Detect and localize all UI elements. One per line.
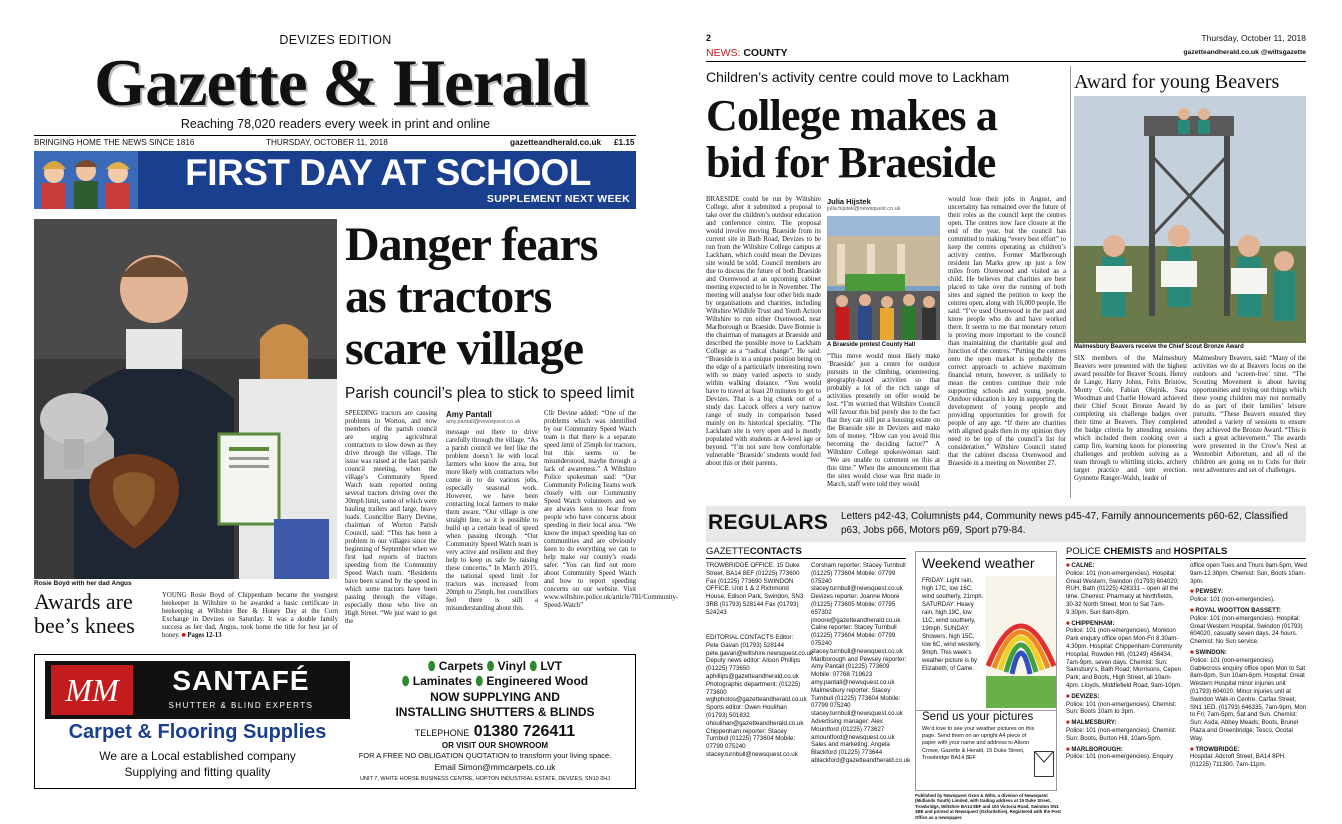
lead-col-1: SPEEDING tractors are causing problems in Worton, and now members of the parish council are urging agricultural contractors to slow down as they drive through the village. The issue was raised at the last parish council meeting, when the village’s Community Speed Watch team reported noting several tractors driving over the 30mph limit, some of which were hauling trailers and large, heavy loads. Councillor Barry Devine, chairman of Worton Parish Council, said: “This has been a problem in our villages since the beginning of September when we first had reports of tractors speeding from the Community Speed Watch team. “Residents have been scared by the speed in which some tractors have been passing through the village, especially those who live on High Street. “We just want to get the xyxy=(345,410,437,625)
listing-text: Police: 101 (non-emergencies). Chemist: Sun: Boots, Burton Hill, 10am-5pm. xyxy=(1066,726,1177,742)
product-engineered-wood: Engineered Wood xyxy=(486,674,589,688)
arrow-right-icon: ■ xyxy=(181,632,186,639)
page-number: 2 xyxy=(706,33,712,43)
banner-title: FIRST DAY AT SCHOOL xyxy=(185,152,591,193)
listing-town: DEVIZES: xyxy=(1071,692,1100,700)
police-listing xyxy=(1190,562,1307,585)
advert-logo xyxy=(45,661,350,719)
tagline: Reaching 78,020 readers every week in print and online xyxy=(180,117,491,131)
protest-illustration xyxy=(827,216,940,340)
rainbow-drawing-icon xyxy=(986,576,1056,708)
bullet-square-icon: ■ xyxy=(1066,745,1072,753)
police-col-2 xyxy=(1190,562,1307,772)
awards-headline[interactable]: Awards are bee’s knees xyxy=(34,589,135,638)
braeside-col-2: “This move would most likely make ‘Braeside’ just a centre for outdoor pursuits in the climbing, orienteering, geography-based activities so that probably a lot of the rich range of activities presently on offer would be lost. “I’m worried that Wiltshire Council will favour this bid purely due to the fact that they can still put a housing estate on the Braeside site in Devizes and make lots of money. “How can you avoid this becoming the deciding factor?” A Wiltshire College spokeswoman said: “We are unable to comment on this at this time.” When the announcement that the sites would close was first made in March, staff were told they would xyxy=(827,353,940,488)
pictures-text: We’d love to see your weather pictures on this page. Send them on an upright A4 piece of paper with your name and address to Alison Crowe, Gazette & Herald, 15 Duke Street, Trowbridge BA14 8EF xyxy=(922,726,1035,761)
page-site[interactable]: gazetteandherald.co.uk @wiltsgazette xyxy=(1183,49,1306,56)
lead-byline-name: Amy Pantall xyxy=(446,410,492,419)
police-title xyxy=(1066,546,1227,557)
listing-text: office open Tues and Thurs 9am-5pm, Wed 9am-12.30pm. Chemist: Sun, Boots 10am-3pm. xyxy=(1190,562,1307,585)
advert-visit: OR VISIT OUR SHOWROOM xyxy=(441,741,549,750)
leaf-icon: ⬮ xyxy=(427,659,436,673)
pictures-title: Send us your pictures xyxy=(922,711,1034,723)
beavers-headline[interactable]: Award for young Beavers xyxy=(1074,71,1280,93)
lead-col-3: Cllr Devine added: “One of the problems which was identified by our Community Speed Watch team is that there is a separate speed limit of 25mph for tractors, but this seems to be misunderstood, maybe through a lack of awareness.” A Wiltshire Police spokesman said: “Our Community Policing Teams work closely with our Community Speed Watch volunteers and we are always keen to hear from people who have concerns about speeding in their local area. “We know the impact speeding has on communities and are obviously keen to do everything we can to help make our county’s roads safer. “You can find out more about Community Speed Watch and how to report speeding concerns on our website. Visit www.wiltshire.police.uk/article/781/Community-Speed-Watch” xyxy=(544,410,679,609)
contacts-reporters: Corsham reporter: Stacey Turnbull (01225) 773604 Mobile: 07799 075240 stacey.turnbull@newsquest.co.uk Devizes reporter: Joanne Moore (01225) 773605 Mobile: 07795 657302 jmoore@gazetteandherald.co.uk Calne reporter: Stacey Turnbull (01225) 773604 Mobile: 07799 075240 stacey.turnbull@newsquest.co.uk Marlborough and Pewsey reporter: Amy Pantall (01225) 773609 Mobile: 07768 719623 amy.pantall@newsquest.co.uk Malmesbury reporter: Stacey Turnbull (01225) 773604 Mobile: 07799 075240 stacey.turnbull@newsquest.co.uk Advertising manager: Alex Mountford (01225) 773627 amountford@newsquest.co.uk Sales and marketing: Angela Blackford (01225) 773644 ablackford@gazetteandherald.co.uk xyxy=(811,562,911,764)
mm-logo: MM xyxy=(51,665,133,715)
advert-slogan-2: Supplying and fitting quality xyxy=(124,765,271,779)
braeside-col-1: BRAESIDE could be run by Wiltshire College, after it submitted a proposal to take over the children’s outdoor education and conference centre. The proposal would involve moving Braeside from its current site in Bath Road, Devizes to be run from the Wiltshire College campus at Lackham, which could mean the Devizes site would be sold. Council members are due to discuss the future of both Braeside and Oxenwood at an upcoming cabinet meeting expected to be in November. The meeting will analyse four other bids made by organisations and charities, including Wiltshire Wildlife Trust and Youth Action Wiltshire to run either Oxenwood, near Marlborough or Braeside. Dave Bonnie is the chairman of managers at Braeside and described the possible move to Lackham College as a “radical change”. He said: “Braeside is in a unique position being on the edge of a particularly interesting town with so many varied aspects to study within walking distance. “You would have to travel at least 20 minutes to get to Devizes. That is a big chunk out of a study day. Lacock offers a very narrow range of study in comparison based mainly on its historical speciality. “The Lackham site is very open and is mostly populated with students at A-level age or beyond. “I’m not sure how comfortable vulnerable ‘Braeside’ students would feel about this or their parents. xyxy=(706,196,821,467)
listing-town: TROWBRIDGE: xyxy=(1195,745,1240,753)
listing-town: SWINDON: xyxy=(1195,648,1227,656)
photo-caption: Rosie Boyd with her dad Angus xyxy=(34,580,132,587)
product-carpets: Carpets xyxy=(438,659,484,673)
contacts-offices: TROWBRIDGE OFFICE: 15 Duke Street, BA14 8EF (01225) 773600 Fax (01225) 773690 SWINDON OFFICE: Unit 1 & 2 Richmond House, Edison Park, Swindon, SN3 3RB (01793) 528144 Fax (01793) 524243 xyxy=(706,562,804,616)
strap-date: THURSDAY, OCTOBER 11, 2018 xyxy=(266,138,388,147)
listing-town: ROYAL WOOTTON BASSETT: xyxy=(1195,606,1281,614)
listing-text: Police: 101 (non-emergencies). Hospital: Great Western Hospital, Swindon (01793) 604020, casualty seven days, 24 hours. Chemist: No Sun service. xyxy=(1190,614,1303,646)
bullet-square-icon: ■ xyxy=(1190,588,1196,596)
beavers-illustration xyxy=(1074,96,1306,343)
advert-business: Carpet & Flooring Supplies xyxy=(68,721,327,743)
listing-town: PEWSEY: xyxy=(1195,588,1224,596)
section-news: NEWS: xyxy=(706,47,741,59)
listing-text: Police: 101 (non-emergencies). Monkton Park enquiry office open Mon-Fri 8.30am-4.30pm. Hospital: Chippenham Community Hospital, Rowden Hill, (01249) 456434, 7am-9pm, seven days. Chemist: Sun: Sainsbury’s, Bath Road; Morrisons, Cepen Park; and Boots, High Street, all 10am-4pm. Lloyds, Middlefield Road, 9am-10pm. xyxy=(1066,627,1183,689)
braeside-headline[interactable]: College makes a bid for Braeside xyxy=(706,91,998,187)
pictures-box xyxy=(915,711,1057,791)
bullet-square-icon: ■ xyxy=(1190,745,1196,753)
weather-box xyxy=(915,551,1057,711)
advert-slogan-1: We are a Local established company xyxy=(99,749,296,763)
police-listing xyxy=(1066,719,1183,742)
beavers-col-2: Malmesbury Beavers, said: “Many of the activities we do at Beavers focus on the outdoors and ‘screen-free’ time. “The Scouting Movement is about having opportunities and trying out things which these young children may not normally do as part of their families’ leisure pursuits. “These Beavers ensured they attended a variety of sessions to ensure they achieved the Bronze Award. “This is such a great achievement.” The awards were presented in the Crow’s Nest at Westonbirt Arboretum, and all of the children are going on to Cubs for their next adventures and set of challenges. xyxy=(1193,355,1306,474)
leaf-icon: ⬮ xyxy=(401,674,410,688)
strap-site[interactable]: gazetteandherald.co.uk xyxy=(510,138,601,147)
bullet-square-icon: ■ xyxy=(1190,606,1196,614)
leaf-icon: ⬮ xyxy=(475,674,483,688)
weather-title: Weekend weather xyxy=(922,555,1035,571)
regulars-title: REGULARS xyxy=(708,511,829,534)
bullet-square-icon: ■ xyxy=(1066,562,1072,569)
telephone-label: TELEPHONE xyxy=(414,728,470,738)
product-lvt: LVT xyxy=(540,659,563,673)
contacts-title-contacts: CONTACTS xyxy=(749,546,802,557)
police-title-and: and xyxy=(1155,546,1172,557)
weather-drawing xyxy=(986,576,1056,708)
awards-page-ref[interactable]: Pages 12-13 xyxy=(187,632,222,639)
advert-products-1 xyxy=(357,659,633,674)
regulars-bar[interactable] xyxy=(706,506,1306,542)
advert-telephone xyxy=(357,723,633,741)
police-listing xyxy=(1066,693,1183,716)
listing-text: Hospital: Adcroft Street, BA14 8PH. (01225) 711300. 7am-11pm. xyxy=(1190,753,1286,769)
listing-town: CALNE: xyxy=(1071,562,1095,569)
bullet-square-icon: ■ xyxy=(1190,648,1196,656)
listing-text: Police: 101 (non-emergencies). Gablecross enquiry office open Mon to Sat 8am-8pm, Sun 10am-6pm. Hospital: Great Western Hospital minor injuries unit (01793) 604020. Minor injuries unit at Swindon Walk-in Centre, Carfax Street, SN1 1ED. (01793) 646335, 7am-9pm, Mon to Fri; 7am-5pm, Sat and Sun. Chemist: Sun: Asda, Abbey Meads; Boots, Brunel Plaza and Greenbridge; Tesco, Ocotal Way. xyxy=(1190,656,1307,742)
police-listing xyxy=(1190,607,1307,646)
telephone-number[interactable]: 01380 726411 xyxy=(473,723,576,740)
advert-products-2 xyxy=(357,674,633,689)
bullet-square-icon: ■ xyxy=(1066,692,1072,700)
listing-text: Police: 101 (non-emergencies). Hospital: Great Western, Swindon (01793) 604020; RUH, Bath (01225) 428331 – open all the time. Chemist: Pharmacy at Northfields, 30-32 North Street, Mon to Sat 7am-9.30pm, Sun 8am-8pm. xyxy=(1066,569,1179,616)
contacts-title-gazette: GAZETTE xyxy=(706,546,750,557)
regulars-text: Letters p42-43, Columnists p44, Community news p45-47, Family announcements p60-62, Classified p63, Jobs p66, Motors p69, Sport p79-84. xyxy=(841,511,1288,536)
police-title-hospitals: HOSPITALS xyxy=(1173,546,1228,557)
braeside-col-3: would lose their jobs in August, and uncertainty has remained over the future of their roles as the council kept the centres open. The centres now face closure at the end of the year, but the council has committed to making “every best effort” to keep the centres operating as children’s activity centres. Former Marlborough resident Ian Marks grew up just a few miles from Oxenwood and visited as a child. He believes that charities are best placed to take over the running of both sites and signed the petition to keep the centres open, along with 16,000 people. He said: “I’ve used Oxenwood in the past and know people who do and have worked there. It seems to me that monetary return is proving more important to the council than maintaining the charitable goal and function of the centres. “Putting the centres onto the open market is probably the correct approach to achieve maximum financial return, however, is unlikely to mean the centres continue their role supporting schools and young people. Outdoor education is key in supporting the development of young people and providing opportunities for growth for people of any age. “If there are charities with aligned goals then in my opinion they need to be top of the council’s list for consideration.” Wiltshire Council stated that the cabinet discuss Oxenwood and Braeside in a meeting on November 27. xyxy=(948,196,1066,467)
beavers-photo xyxy=(1074,96,1306,343)
santafe-logo: SANTAFÉ xyxy=(172,665,310,696)
police-listing xyxy=(1190,746,1307,769)
awards-body: YOUNG Rosie Boyd of Chippenham became the youngest beekeeper in Wiltshire to be awarded a basic certificate in beekeeping at Wiltshire Bee & Honey Day at the Corn Exchange in Devizes on Saturday. It was a double family success as her dad, Angus, took home the title for best jar of honey. xyxy=(162,592,338,639)
edition-label: DEVIZES EDITION xyxy=(279,33,392,47)
leaf-icon: ⬮ xyxy=(486,659,495,673)
product-vinyl: Vinyl xyxy=(497,659,527,673)
braeside-photo-caption: A Braeside protest County Hall xyxy=(827,342,916,348)
page-date: Thursday, October 11, 2018 xyxy=(1201,33,1306,43)
lead-byline-email[interactable]: amy.pantall@newsquest.co.uk xyxy=(446,419,521,425)
police-col-1 xyxy=(1066,562,1183,764)
contacts-title xyxy=(706,546,802,557)
strap-line xyxy=(34,137,636,149)
braeside-protest-photo xyxy=(827,216,940,340)
advert-email[interactable]: Email Simon@mmcarpets.co.uk xyxy=(434,762,556,772)
police-listing xyxy=(1066,746,1183,762)
police-listing xyxy=(1190,588,1307,604)
listing-town: CHIPPENHAM: xyxy=(1071,619,1115,627)
braeside-byline-name: Julia Hijstek xyxy=(827,197,871,206)
children-icon xyxy=(34,151,138,209)
police-title-police: POLICE xyxy=(1066,546,1101,557)
santafe-advert[interactable] xyxy=(34,654,636,789)
police-listing xyxy=(1066,562,1183,617)
bullet-square-icon: ■ xyxy=(1066,619,1072,627)
masthead: Gazette & Herald xyxy=(94,46,588,120)
beavers-col-1: SIX members of the Malmesbury Beavers were presented with the highest award possible for Beaver Scouts. Henry de Lange, Harry Johns, Felix Bristow, Monty Cole, Fabian Olejnik, Sara Woodman and Charlie Howard achieved their Chief Scout Bronze Award by completing six challenge badges over their time at Beavers. They completed the badge criteria by attending sessions which included them cooking over a camp fire, learning knots for pioneering challenges and problem solving as a team through to whittling sticks, archery target practice and tent erection. Gynnette Ranger-Walsh, leader of xyxy=(1074,355,1187,482)
lead-headline[interactable]: Danger fears as tractors scare village xyxy=(345,218,598,375)
weather-forecast: FRIDAY: Light rain, high 17C, low 16C, wind southerly, 21mph. SATURDAY: Heavy rain, high 19C, low 11C, wind southerly, 19mph. SUNDAY: Showers, high 15C, low 6C, wind westerly, 9mph. This week’s weather picture is by Elizabeth, of Calne. xyxy=(922,578,984,672)
product-laminates: Laminates xyxy=(412,674,473,688)
banner-subtitle: SUPPLEMENT NEXT WEEK xyxy=(486,193,630,205)
strap-since: BRINGING HOME THE NEWS SINCE 1816 xyxy=(34,138,195,147)
publisher-note: Published by Newsquest Oxon & Wilts, a division of Newsquest (Midlands South) Limited, with trading address at 15 Duke Street, Trowbridge, Wiltshire BA14 8EF and 100 Victoria Road, Swindon SN1 3BE and printed at Newsquest (Oxfordshire). Registered with the Post Office as a newspaper. xyxy=(915,793,1061,820)
advert-now-2: INSTALLING SHUTTERS & BLINDS xyxy=(395,705,595,719)
bullet-square-icon: ■ xyxy=(1066,719,1072,727)
contacts-editorial: EDITORIAL CONTACTS Editor: Pete Gavan (01793) 528144 pete.gavan@wiltshire.newsquest.co.uk Deputy news editor: Alison Phillips (01225) 773650 aphillips@gazetteandherald.co.uk Photographic department: (01225) 773600 wghphotos@gazetteandherald.co.uk Sports editor: Owen Houlihan (01793) 501832 ohoulihan@gazetteandherald.co.uk Chippenham reporter: Stacey Turnbull (01225) 773604 Mobile: 07799 075240 stacey.turnbull@newsquest.co.uk xyxy=(706,634,814,758)
lead-standfirst: Parish council’s plea to stick to speed limit xyxy=(345,385,635,402)
beekeeper-award-illustration xyxy=(34,219,337,579)
police-listing xyxy=(1190,649,1307,743)
advert-address: UNIT 7, WHITE HORSE BUSINESS CENTRE, HOPTON INDUSTRIAL ESTATE, DEVIZES, SN10 2HJ xyxy=(360,776,610,782)
lead-col-2: message out there to drive carefully through the village. “As a parish council we feel like the problem doesn’t lie with local farmers who know the area, but more likely with contractors who come in to do various jobs, especially seasonal work. However, we have been contacting local farmers to make them aware. “Our village is one straight line, so it is possible to build up a certain head of speed when passing through. “Our Community Speed Watch team is very active and resilient and they help to keep us safe by raising these concerns.” In March 2015, the national speed limit for tractors was increased from 20mph to 25mph, but councillors feel there is still a misunderstanding about this. xyxy=(446,429,538,612)
listing-text: Police: 101 (non-emergencies). xyxy=(1190,596,1275,604)
advert-now-1: NOW SUPPLYING AND xyxy=(430,690,560,704)
police-title-chemists: CHEMISTS xyxy=(1103,546,1153,557)
awards-text xyxy=(162,592,338,640)
beavers-caption: Malmesbury Beavers receive the Chief Scout Bronze Award xyxy=(1074,344,1244,350)
leaf-icon: ⬮ xyxy=(529,659,538,673)
santafe-subtitle: SHUTTER & BLIND EXPERTS xyxy=(168,701,314,710)
kicker: Children’s activity centre could move to Lackham xyxy=(706,69,1010,85)
main-photo xyxy=(34,219,337,579)
section-county: COUNTY xyxy=(743,47,788,59)
braeside-byline-email[interactable]: julia.hijstek@newsquest.co.uk xyxy=(827,206,901,212)
advert-quotation: FOR A FREE NO OBLIGATION QUOTATION to transform your living space. xyxy=(358,751,612,760)
police-listing xyxy=(1066,620,1183,690)
strap-price: £1.15 xyxy=(614,138,635,147)
listing-town: MALMESBURY: xyxy=(1071,719,1117,727)
envelope-icon xyxy=(1034,751,1054,777)
page-two xyxy=(671,0,1342,824)
banner-children-photo xyxy=(34,151,138,209)
listing-text: Police: 101 (non-emergencies). Chemist: Sun: Boots 10am to 3pm. xyxy=(1066,700,1177,716)
first-day-banner[interactable] xyxy=(34,151,636,209)
section-label xyxy=(706,47,788,59)
listing-town: MARLBOROUGH: xyxy=(1071,745,1123,753)
listing-text: Police: 101 (non-emergencies). Enquiry xyxy=(1066,753,1174,761)
